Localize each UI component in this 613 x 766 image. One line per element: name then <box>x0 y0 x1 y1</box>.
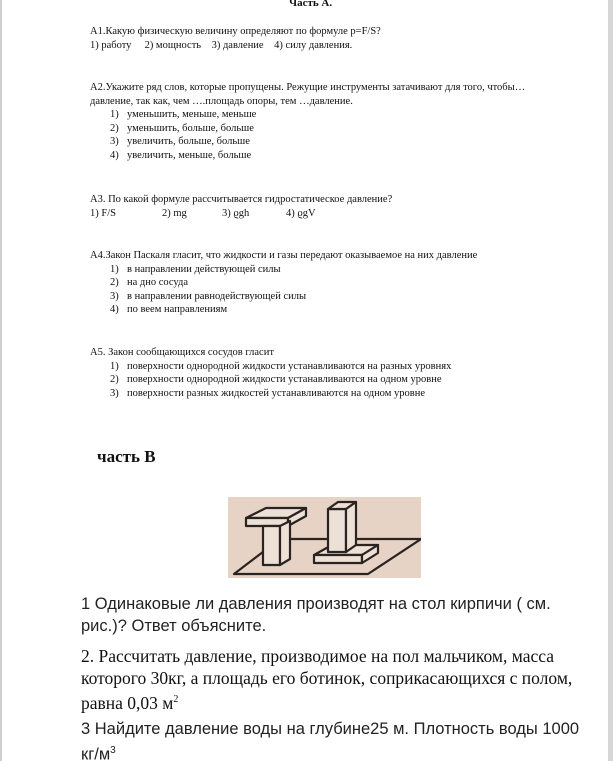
question-a1-text: А1.Какую физическую величину определяют по формуле p=F/S? <box>90 26 381 37</box>
option: 3) ϱgh <box>222 207 250 219</box>
question-a2-options <box>90 108 560 162</box>
option: 1) уменьшить, меньше, меньше <box>110 109 257 121</box>
question-b3-text: 3 Найдите давление воды на глубине25 м. Плотность воды 1000 кг/м <box>81 720 580 764</box>
question-b2 <box>81 645 601 714</box>
option: 2) поверхности однородной жидкости устанавливаются на одном уровне <box>110 374 442 386</box>
option: 2) мощность <box>144 39 202 51</box>
question-a5-options <box>90 360 560 401</box>
option: 3) в направлении равнодействующей силы <box>110 290 307 302</box>
part-a-title: Часть А. <box>289 0 333 9</box>
superscript: 2 <box>173 694 179 705</box>
option: 4) увеличить, меньше, больше <box>110 149 252 161</box>
question-a4-options <box>90 263 560 317</box>
question-b2-text: 2. Рассчитать давление, производимое на пол мальчиком, масса которого 30кг, а площадь его ботинок, соприкасающихся с полом, равна 0,03 м <box>81 646 573 713</box>
question-b1: 1 Одинаковые ли давления производят на стол кирпичи ( см. рис.)? Ответ объясните. <box>81 595 551 635</box>
question-a1-options <box>90 39 560 53</box>
tall-brick-front-face <box>328 509 346 552</box>
question-a3-text: А3. По какой формуле рассчитывается гидростатическое давление? <box>90 194 393 205</box>
option: 2) mg <box>162 207 187 219</box>
option: 1) в направлении действующей силы <box>110 263 281 275</box>
bricks-on-table-figure <box>228 497 421 578</box>
question-a5-text: А5. Закон сообщающихся сосудов гласит <box>90 347 274 358</box>
question-a2-text: А2.Укажите ряд слов, которые пропущены. Режущие инструменты затачивают для того, чтобы…давление, так как, чем ….площадь опоры, тем …давление. <box>90 82 526 107</box>
option: 2) уменьшить, больше, больше <box>110 122 254 134</box>
scrollbar-track[interactable] <box>608 0 613 761</box>
option: 3) увеличить, больше, больше <box>110 136 250 148</box>
figure-background <box>228 497 421 578</box>
question-a4 <box>90 249 560 317</box>
question-a3-options <box>90 207 560 221</box>
part-b-title: часть В <box>97 447 156 466</box>
option: 2) на дно сосуда <box>110 277 189 289</box>
option: 1) F/S <box>90 207 116 219</box>
option: 4) ϱgV <box>286 207 316 219</box>
option: 1) поверхности однородной жидкости устанавливаются на разных уровнях <box>110 360 452 372</box>
post-side-face <box>280 521 290 565</box>
post-front-face <box>263 526 280 565</box>
option: 1) работу <box>90 39 132 51</box>
question-a3 <box>90 193 560 220</box>
question-b3 <box>81 719 601 766</box>
superscript: 3 <box>110 745 116 756</box>
question-a2 <box>90 81 560 163</box>
question-a1 <box>90 25 560 52</box>
option: 4) по веем направлениям <box>110 304 228 316</box>
tall-brick-side-face <box>346 502 356 552</box>
option: 4) силу давления. <box>274 39 353 51</box>
page-left-edge <box>0 0 2 761</box>
question-a4-text: А4.Закон Паскаля гласит, что жидкости и газы передают оказываемое на них давление <box>90 250 478 261</box>
question-a5 <box>90 346 560 400</box>
option: 3) давление <box>211 39 264 51</box>
base-slab-front-face <box>314 555 362 563</box>
option: 3) поверхности разных жидкостей устанавливаются на одном уровне <box>110 387 425 399</box>
